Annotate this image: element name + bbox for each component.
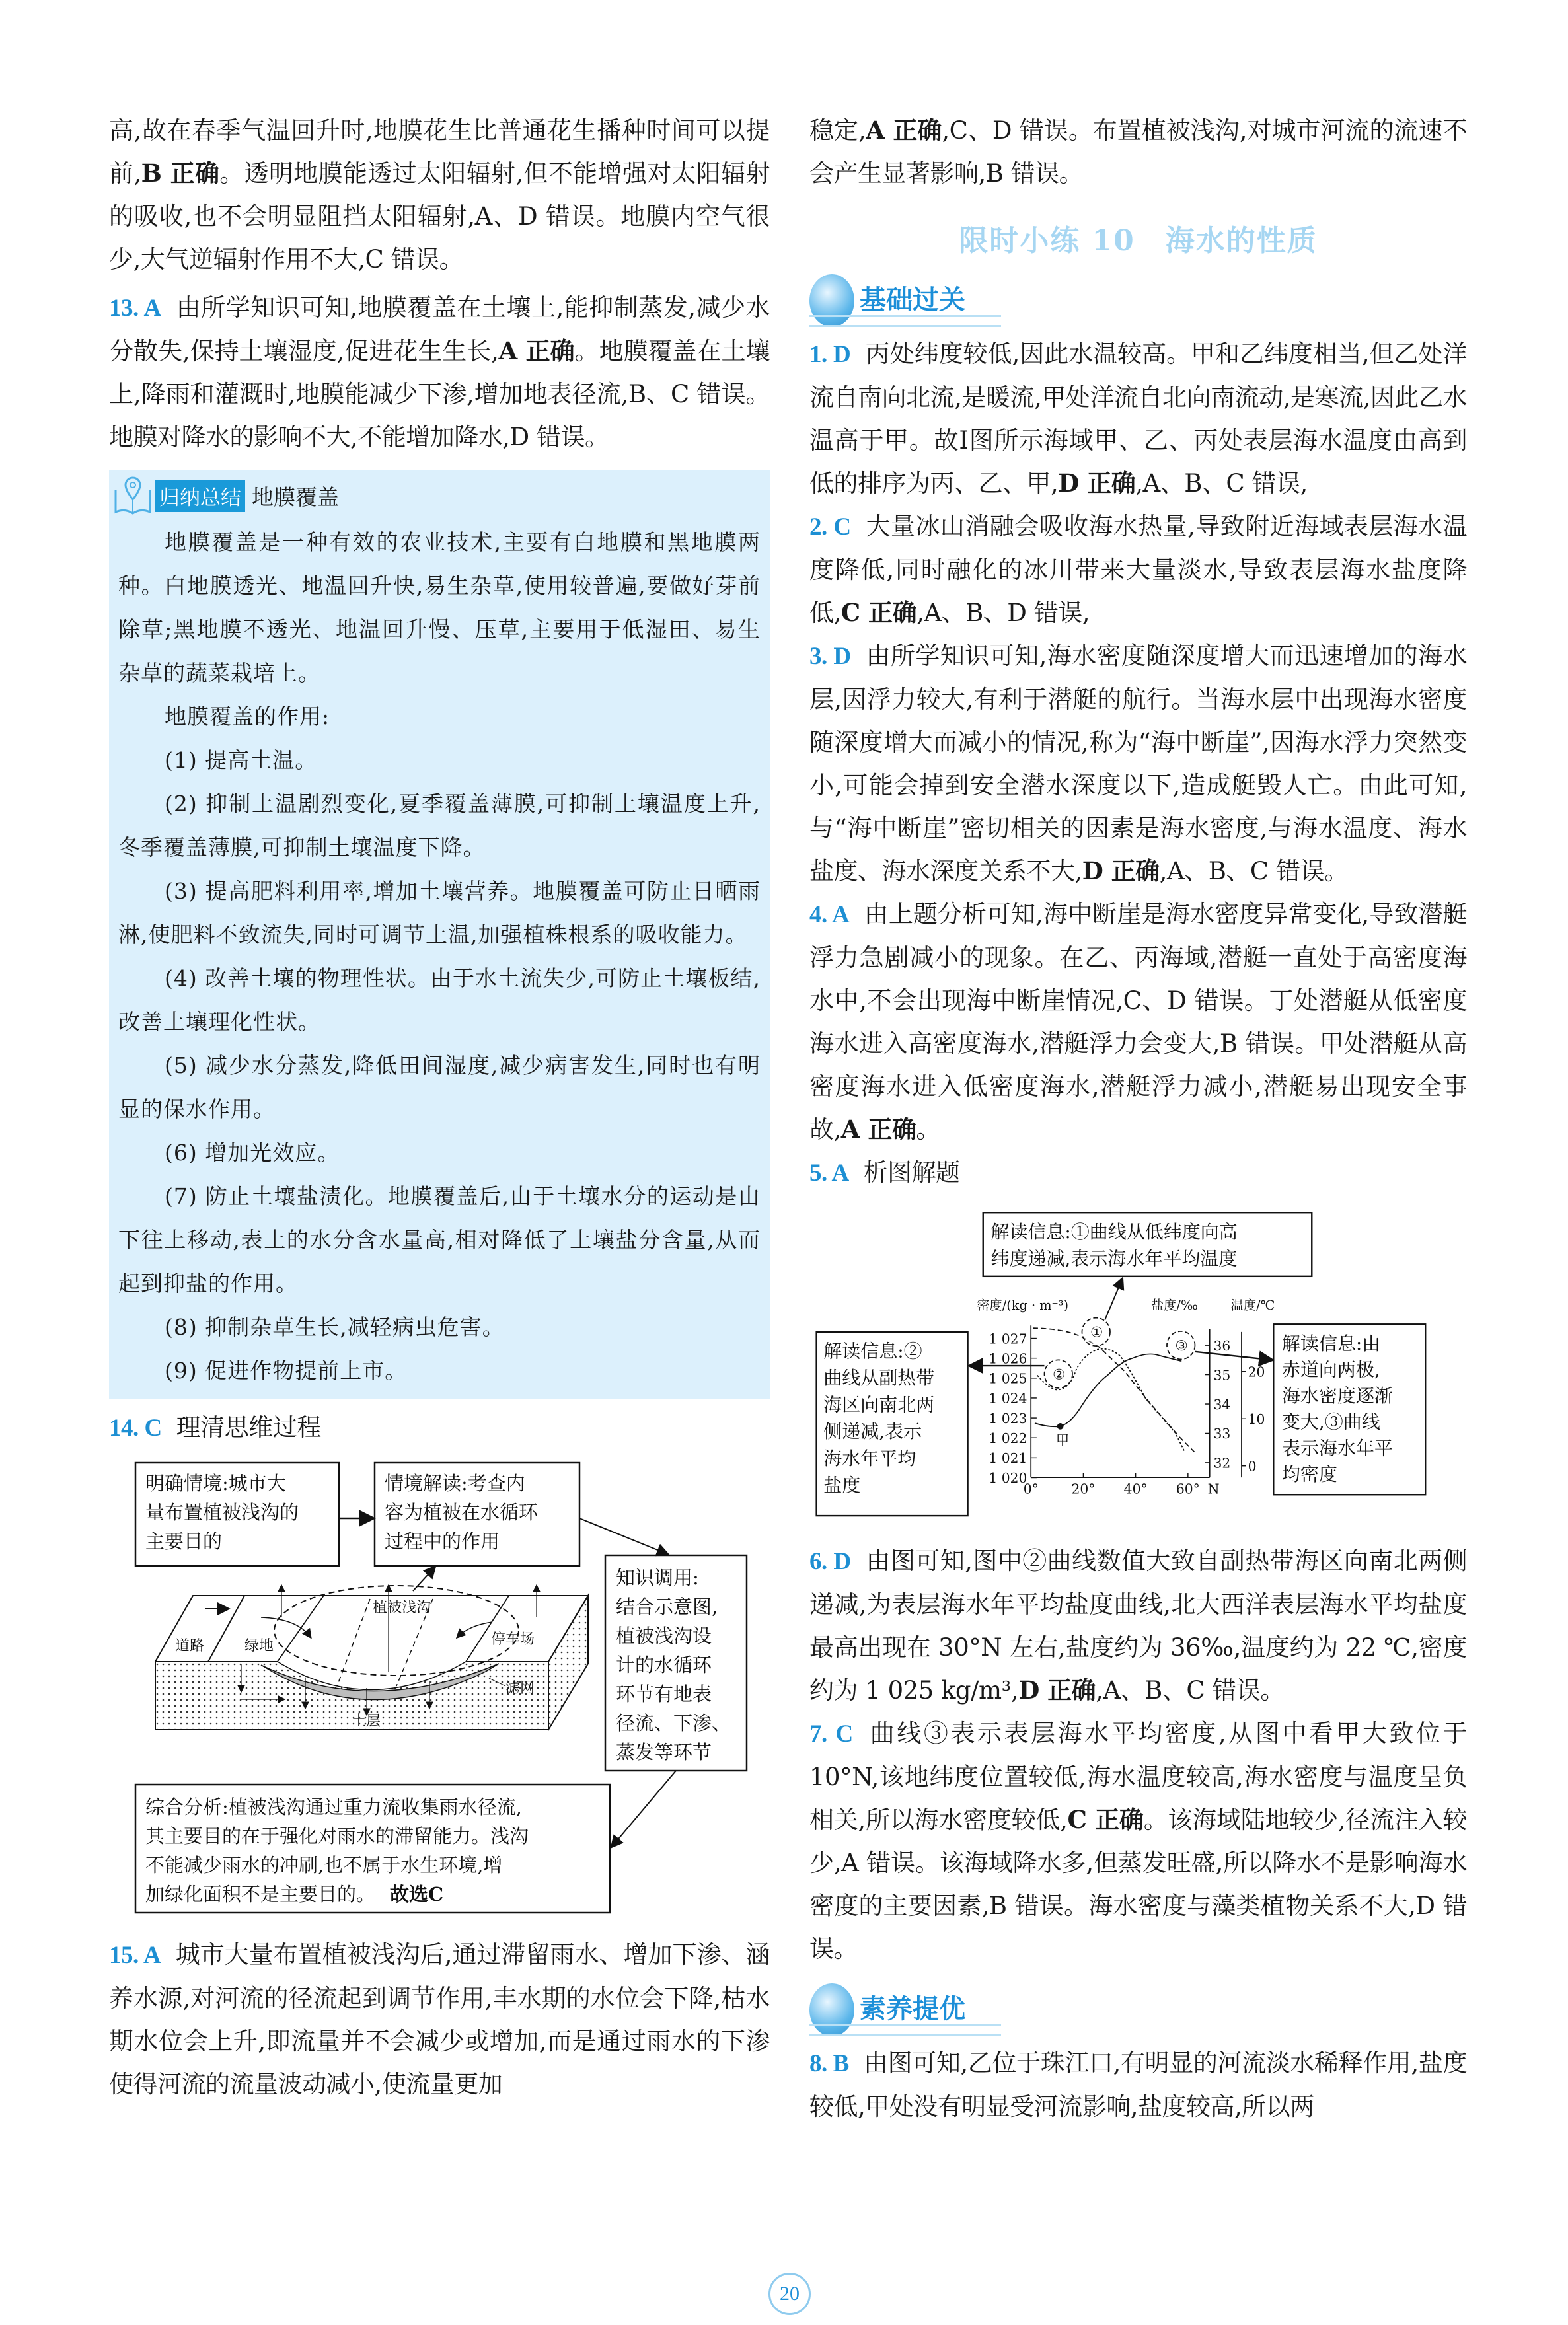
box-text-line: 环节有地表 [616,1683,712,1705]
correct-answer-mark: B 正确 [141,159,220,188]
sea-water-properties-figure [809,1199,1467,1535]
salinity-tick-label: 32 [1213,1455,1231,1471]
label-vegetated-swale: 植被浅沟 [373,1600,431,1616]
box-text-line: 海水年平均 [823,1447,916,1469]
marker-1: ① [1090,1324,1103,1341]
box-text-line: 主要目的 [145,1530,223,1553]
latitude-tick-label: 0° [1023,1481,1039,1497]
question-number: 3. D [809,643,851,670]
box-text-line: 表示海水年平 [1281,1437,1393,1459]
density-tick-label: 1 025 [989,1370,1027,1387]
answer-8 [809,2042,1467,2128]
answer-6 [809,1539,1467,1712]
answer-14 [109,1406,770,1450]
density-tick-label: 1 024 [989,1390,1027,1407]
text-run: 高,故在春季气温回升时,地膜花生比普通花生播种时间可以提前, [109,116,770,188]
point-jia [1057,1423,1064,1430]
correct-answer-mark: A 正确 [840,1115,916,1144]
summary-paragraph: (5) 减少水分蒸发,降低田间湿度,减少病害发生,同时也有明显的保水作用。 [118,1052,761,1122]
summary-title: 地膜覆盖 [252,484,339,510]
box-text-line: 计的水循环 [616,1654,712,1676]
text-run: 由图可知,乙位于珠江口,有明显的河流淡水稀释作用,盐度较低,甲处没有明显受河流影响,盐度较高,所以两 [809,2049,1467,2121]
summary-paragraph: (6) 增加光效应。 [165,1140,340,1165]
box-text-line: 明确情境:城市大 [145,1472,286,1495]
correct-answer-mark: C 正确 [1067,1805,1144,1834]
summary-paragraph: 地膜覆盖是一种有效的农业技术,主要有白地膜和黑地膜两种。白地膜透光、地温回升快,易生杂草,使用较普遍,要做好芽前除草;黑地膜不透光、地温回升慢、压草,主要用于低湿田、易生杂草的蔬菜栽培上。 [118,529,761,686]
box-text-line: 综合分析:植被浅沟通过重力流收集雨水径流, [145,1796,522,1818]
text-run: ,A、B、C 错误。 [1096,1676,1285,1705]
right-column [809,109,1467,2128]
box-text-line: 蒸发等环节 [616,1741,712,1763]
summary-paragraph: (9) 促进作物提前上市。 [165,1358,408,1384]
question-number: 5. A [809,1160,849,1187]
question-number: 15. A [109,1942,161,1969]
text-run: 。地膜覆盖在土壤上,降雨和灌溉时,地膜能减少下渗,增加地表径流,B、C 错误。地膜对降水的影响不大,不能增加降水,D 错误。 [109,337,770,451]
temperature-tick-label: 0 [1248,1458,1257,1475]
box-text-line: 侧递减,表示 [823,1421,922,1443]
answer-1 [809,332,1467,505]
text-run: 城市大量布置植被浅沟后,通过滞留雨水、增加下渗、涵养水源,对河流的径流起到调节作用,丰水期的水位会下降,枯水期水位会上升,即流量并不会减少或增加,而是通过雨水的下渗使得河流的流量波动减小,使流量更加 [109,1940,770,2098]
question-number: 6. D [809,1548,851,1575]
correct-answer-mark: D 正确 [1082,856,1160,885]
latitude-unit-label: N [1207,1481,1220,1497]
text-run: 大量冰山消融会吸收海水热量,导致附近海域表层海水温度降低,同时融化的冰川带来大量淡水,导致表层海水盐度降低, [809,512,1467,627]
box-text-line: 容为植被在水循环 [385,1501,539,1524]
correct-answer-mark: C 正确 [840,598,917,627]
question-number: 14. C [109,1415,162,1442]
summary-paragraph: (3) 提高肥料利用率,增加土壤营养。地膜覆盖可防止日晒雨淋,使肥料不致流失,同时可调节土温,加强植株根系的吸收能力。 [118,878,761,947]
box-text-line: 解读信息:由 [1281,1332,1381,1354]
summary-header [113,476,770,515]
section-basic [809,268,1467,327]
summary-paragraph: (2) 抑制土温剧烈变化,夏季覆盖薄膜,可抑制土壤温度上升,冬季覆盖薄膜,可抑制土壤温度下降。 [118,791,761,860]
box-text-line: 径流、下渗、 [616,1712,731,1734]
axis-ticks [989,1331,1265,1496]
label-filter: 滤网 [505,1680,535,1697]
correct-answer-mark: A 正确 [498,336,575,365]
correct-answer-mark: D 正确 [1018,1676,1096,1705]
answer-2 [809,505,1467,634]
text-run: 由所学知识可知,海水密度随深度增大而迅速增加的海水层,因浮力较大,有利于潜艇的航行。当海水层中出现海水密度随深度增大而减小的情况,称为“海中断崖”,因海水浮力突然变小,可能会掉到安全潜水深度以下,造成艇毁人亡。由此可知,与“海中断崖”密切相关的因素是海水密度,与海水温度、海水盐度、海水深度关系不大, [809,642,1467,885]
label-green-space: 绿地 [244,1638,274,1654]
temperature-axis-label: 温度/℃ [1230,1298,1275,1313]
box-text-line: 植被浅沟设 [616,1625,712,1647]
box-text-line: 结合示意图, [616,1596,718,1618]
box-text-line: 解读信息:② [823,1340,922,1362]
question-number: 8. B [809,2050,849,2077]
text-run: 由上题分析可知,海中断崖是海水密度异常变化,导致潜艇浮力急剧减小的现象。在乙、丙海域,潜艇一直处于高密度海水中,不会出现海中断崖情况,C、D 错误。丁处潜艇从低密度海水进入高密度海水,潜艇浮力会变大,B 错误。甲处潜艇从高密度海水进入低密度海水,潜艇浮力减小,潜艇易出现安全事故, [809,900,1467,1144]
temperature-tick-label: 20 [1248,1364,1265,1380]
salinity-tick-label: 34 [1213,1396,1231,1413]
latitude-tick-label: 20° [1071,1481,1096,1497]
box-text-line: 其主要目的在于强化对雨水的滞留能力。浅沟 [145,1825,529,1847]
text-run: 稳定, [809,116,866,145]
correct-answer-mark: D 正确 [1058,468,1136,498]
answer-7 [809,1712,1467,1970]
section-advanced [809,1977,1467,2036]
section-advanced-label: 素养提优 [860,1994,965,2024]
text-run: 丙处纬度较低,因此水温较高。甲和乙纬度相当,但乙处洋流自南向北流,是暖流,甲处洋流自北向南流动,是寒流,因此乙水温高于甲。故Ⅰ图所示海域甲、乙、丙处表层海水温度由高到低的排序为丙、乙、甲, [809,340,1467,498]
answer-continuation-right [809,109,1467,195]
text-run: 理清思维过程 [176,1413,321,1442]
question-number: 2. C [809,513,851,540]
text-run: ,A、B、C 错误。 [1159,857,1349,885]
summary-paragraph: (4) 改善土壤的物理性状。由于水土流失少,可防止土壤板结,改善土壤理化性状。 [118,965,761,1035]
correct-answer-mark: A 正确 [866,116,942,145]
box-text-line: 解读信息:①曲线从低纬度向高 [990,1220,1238,1243]
density-axis-label: 密度/(kg · m⁻³) [977,1298,1069,1313]
temperature-tick-label: 10 [1248,1411,1265,1427]
box-text-line: 盐度 [823,1474,861,1496]
text-run: 。透明地膜能透过太阳辐射,但不能增强对太阳辐射的吸收,也不会明显阻挡太阳辐射,A、D 错误。地膜内空气很少,大气逆辐射作用不大,C 错误。 [109,159,770,274]
text-run: ,A、B、C 错误, [1135,469,1308,498]
summary-paragraph: (8) 抑制杂草生长,减轻病虫危害。 [165,1314,505,1340]
answer-5 [809,1151,1467,1195]
answer-13 [109,286,770,459]
density-tick-label: 1 022 [989,1430,1027,1446]
box-text-line: 知识调用: [616,1567,699,1589]
text-run: 。该海域陆地较少,径流注入较少,A 错误。该海域降水多,但蒸发旺盛,所以降水不是影响海水密度的主要因素,B 错误。海水密度与藻类植物关系不大,D 错误。 [809,1806,1467,1963]
answer-3 [809,634,1467,893]
density-tick-label: 1 021 [989,1450,1027,1467]
salinity-tick-label: 33 [1213,1426,1231,1442]
box-text-line: 过程中的作用 [385,1530,500,1553]
box-text-line: 海区向南北两 [823,1393,935,1416]
latitude-tick-label: 60° [1176,1481,1200,1497]
answer-15 [109,1933,770,2106]
label-parking: 停车场 [491,1631,535,1648]
section-basic-label: 基础过关 [860,285,965,315]
question-number: 7. C [809,1720,853,1748]
latitude-tick-label: 40° [1123,1481,1148,1497]
thinking-process-diagram [119,1454,780,1929]
text-run: 析图解题 [863,1158,960,1187]
summary-paragraph: 地膜覆盖的作用: [165,704,330,729]
summary-tag: 归纳总结 [155,480,245,512]
density-tick-label: 1 020 [989,1470,1027,1487]
swale-block-illustration [155,1586,588,1730]
box-text-line: 赤道向两极, [1281,1358,1380,1381]
question-number: 1. D [809,341,851,368]
page-number: 20 [768,2273,811,2315]
marker-2: ② [1053,1366,1066,1384]
box-text-line: 曲线从副热带 [823,1367,935,1389]
summary-box [109,470,770,1399]
box-text-line: 均密度 [1281,1463,1337,1485]
chapter-title: 限时小练 10 海水的性质 [959,224,1318,258]
analysis-answer: 故选C [390,1883,444,1905]
salinity-tick-label: 35 [1213,1367,1231,1384]
text-run: 由图可知,图中②曲线数值大致自副热带海区向南北两侧递减,为表层海水年平均盐度曲线,北大西洋表层海水平均盐度最高出现在 30°N 左右,盐度约为 36‰,温度约为 22 ℃,密度约为 1 025 kg/m³, [809,1547,1467,1705]
box-text-line: 量布置植被浅沟的 [145,1501,299,1524]
analysis-box-text [145,1796,529,1876]
book-pin-icon [113,475,153,516]
text-run: ,C、D 错误。布置植被浅沟,对城市河流的流速不会产生显著影响,B 错误。 [809,116,1468,188]
box-text-line: 情境解读:考查内 [385,1472,525,1495]
text-run: 由所学知识可知,地膜覆盖在土壤上,能抑制蒸发,减少水分散失,保持土壤湿度,促进花生生长, [109,293,770,365]
answer-4 [809,893,1467,1151]
analysis-last-line: 加绿化面积不是主要目的。 [145,1883,376,1905]
box-text-line: 变大,③曲线 [1281,1411,1380,1433]
label-soil: 土层 [352,1713,381,1730]
summary-paragraph: (7) 防止土壤盐渍化。地膜覆盖后,由于土壤水分的运动是由下往上移动,表土的水分含水量高,相对降低了土壤盐分含量,从而起到抑盐的作用。 [118,1183,761,1296]
answer-continuation [109,109,770,281]
box-text-line: 不能减少雨水的冲刷,也不属于水生环境,增 [145,1854,503,1876]
question-number: 13. A [109,295,161,322]
salinity-tick-label: 36 [1213,1337,1231,1354]
text-run: 。 [916,1115,940,1144]
box-text-line: 纬度递减,表示海水年平均温度 [990,1247,1238,1270]
summary-body [109,521,770,1393]
density-tick-label: 1 027 [989,1331,1027,1347]
density-tick-label: 1 026 [989,1350,1027,1367]
marker-3: ③ [1175,1337,1188,1354]
left-column [109,109,770,2106]
point-jia-label: 甲 [1055,1432,1070,1448]
question-number: 4. A [809,901,850,928]
salinity-axis-label: 盐度/‰ [1150,1298,1198,1313]
box-text-line: 海水密度逐渐 [1281,1385,1393,1407]
summary-paragraph: (1) 提高土温。 [165,747,318,773]
text-run: ,A、B、D 错误, [916,599,1090,627]
text-run: 曲线③表示表层海水平均密度,从图中看甲大致位于 10°N,该地纬度位置较低,海水温度较高,海水密度与温度呈负相关,所以海水密度较低, [809,1719,1467,1834]
label-road: 道路 [175,1638,205,1654]
density-tick-label: 1 023 [989,1410,1027,1426]
